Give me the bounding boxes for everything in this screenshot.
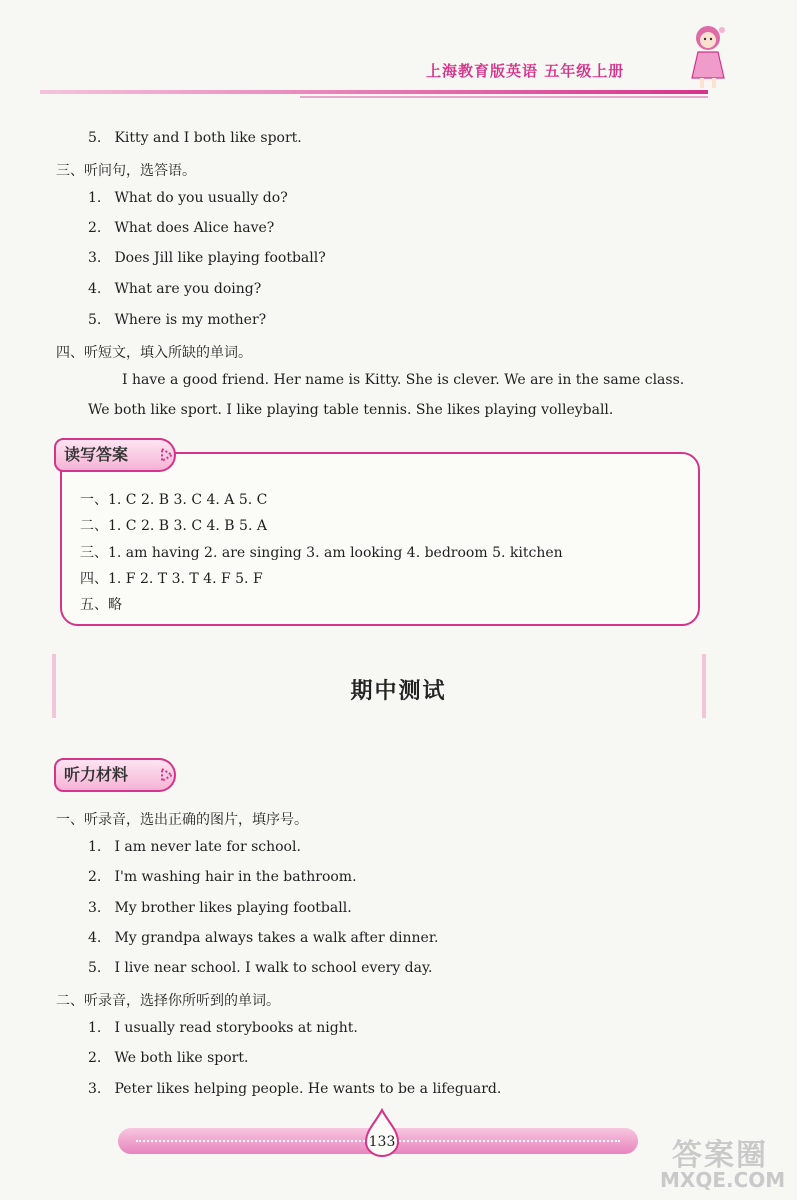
answer-line: 五、略 (80, 597, 122, 613)
item-number: 4. (88, 281, 102, 297)
list-item (88, 250, 326, 266)
item-text: What are you doing? (114, 281, 262, 297)
list-item (88, 1050, 248, 1066)
item-text: Does Jill like playing football? (114, 250, 326, 266)
answer-line: 一、1. C 2. B 3. C 4. A 5. C (80, 492, 268, 508)
item-number: 3. (88, 900, 102, 916)
answer-line: 四、1. F 2. T 3. T 4. F 5. F (80, 571, 263, 587)
section-heading-3: 三、听问句，选答语。 (56, 163, 196, 179)
item-text: What do you usually do? (114, 190, 288, 206)
item-number: 4. (88, 930, 102, 946)
answers-tag-label: 读写答案 (64, 445, 129, 464)
item-text: I am never late for school. (114, 839, 301, 855)
header-title: 上海教育版英语 五年级上册 (426, 62, 625, 80)
item-text: Kitty and I both like sport. (114, 130, 302, 146)
item-number: 2. (88, 869, 102, 885)
item-text: I usually read storybooks at night. (114, 1020, 358, 1036)
section-heading-4: 四、听短文，填入所缺的单词。 (56, 345, 252, 361)
list-item (88, 900, 352, 916)
list-item (88, 220, 274, 236)
girl-mascot-icon (686, 22, 730, 92)
list-item (88, 1081, 501, 1097)
arrow-right-icon (158, 766, 176, 784)
item-number: 5. (88, 960, 102, 976)
list-item (88, 281, 261, 297)
item-number: 2. (88, 1050, 102, 1066)
listening-heading-2: 二、听录音，选择你所听到的单词。 (56, 993, 280, 1009)
item-text: My grandpa always takes a walk after dinner. (114, 930, 439, 946)
item-number: 5. (88, 130, 102, 146)
list-item (88, 130, 302, 146)
item-number: 3. (88, 250, 102, 266)
page-number-drop-icon (362, 1108, 402, 1158)
list-item (88, 930, 438, 946)
list-item (88, 869, 357, 885)
item-number: 2. (88, 220, 102, 236)
listening-tag (54, 758, 176, 792)
item-number: 5. (88, 312, 102, 328)
listening-tag-label: 听力材料 (64, 765, 129, 784)
item-text: My brother likes playing football. (114, 900, 352, 916)
answer-line: 三、1. am having 2. are singing 3. am looking 4. bedroom 5. kitchen (80, 545, 563, 561)
header-rule-shadow (300, 96, 708, 98)
watermark (660, 1130, 786, 1192)
arrow-right-icon (158, 446, 176, 464)
answers-box (60, 452, 700, 626)
list-item (88, 312, 266, 328)
item-number: 1. (88, 839, 102, 855)
answers-tag (54, 438, 176, 472)
item-number: 1. (88, 190, 102, 206)
list-item (88, 190, 288, 206)
paragraph-line: We both like sport. I like playing table tennis. She likes playing volleyball. (88, 402, 614, 418)
midterm-title: 期中测试 (350, 679, 447, 704)
list-item (88, 839, 301, 855)
item-text: What does Alice have? (114, 220, 275, 236)
listening-heading-1: 一、听录音，选出正确的图片，填序号。 (56, 812, 308, 828)
item-number: 3. (88, 1081, 102, 1097)
page-number: 133 (368, 1134, 396, 1150)
item-text: Peter likes helping people. He wants to be a lifeguard. (114, 1081, 502, 1097)
item-text: We both like sport. (114, 1050, 249, 1066)
watermark-url: MXQE.COM (660, 1168, 786, 1192)
item-number: 1. (88, 1020, 102, 1036)
answer-line: 二、1. C 2. B 3. C 4. B 5. A (80, 518, 267, 534)
list-item (88, 1020, 358, 1036)
watermark-logo-text: 答案圈 (672, 1138, 768, 1173)
list-item (88, 960, 433, 976)
item-text: I'm washing hair in the bathroom. (114, 869, 357, 885)
header-rule (40, 90, 708, 94)
item-text: Where is my mother? (114, 312, 267, 328)
item-text: I live near school. I walk to school every day. (114, 960, 433, 976)
paragraph-line: I have a good friend. Her name is Kitty. She is clever. We are in the same class. (122, 372, 685, 388)
